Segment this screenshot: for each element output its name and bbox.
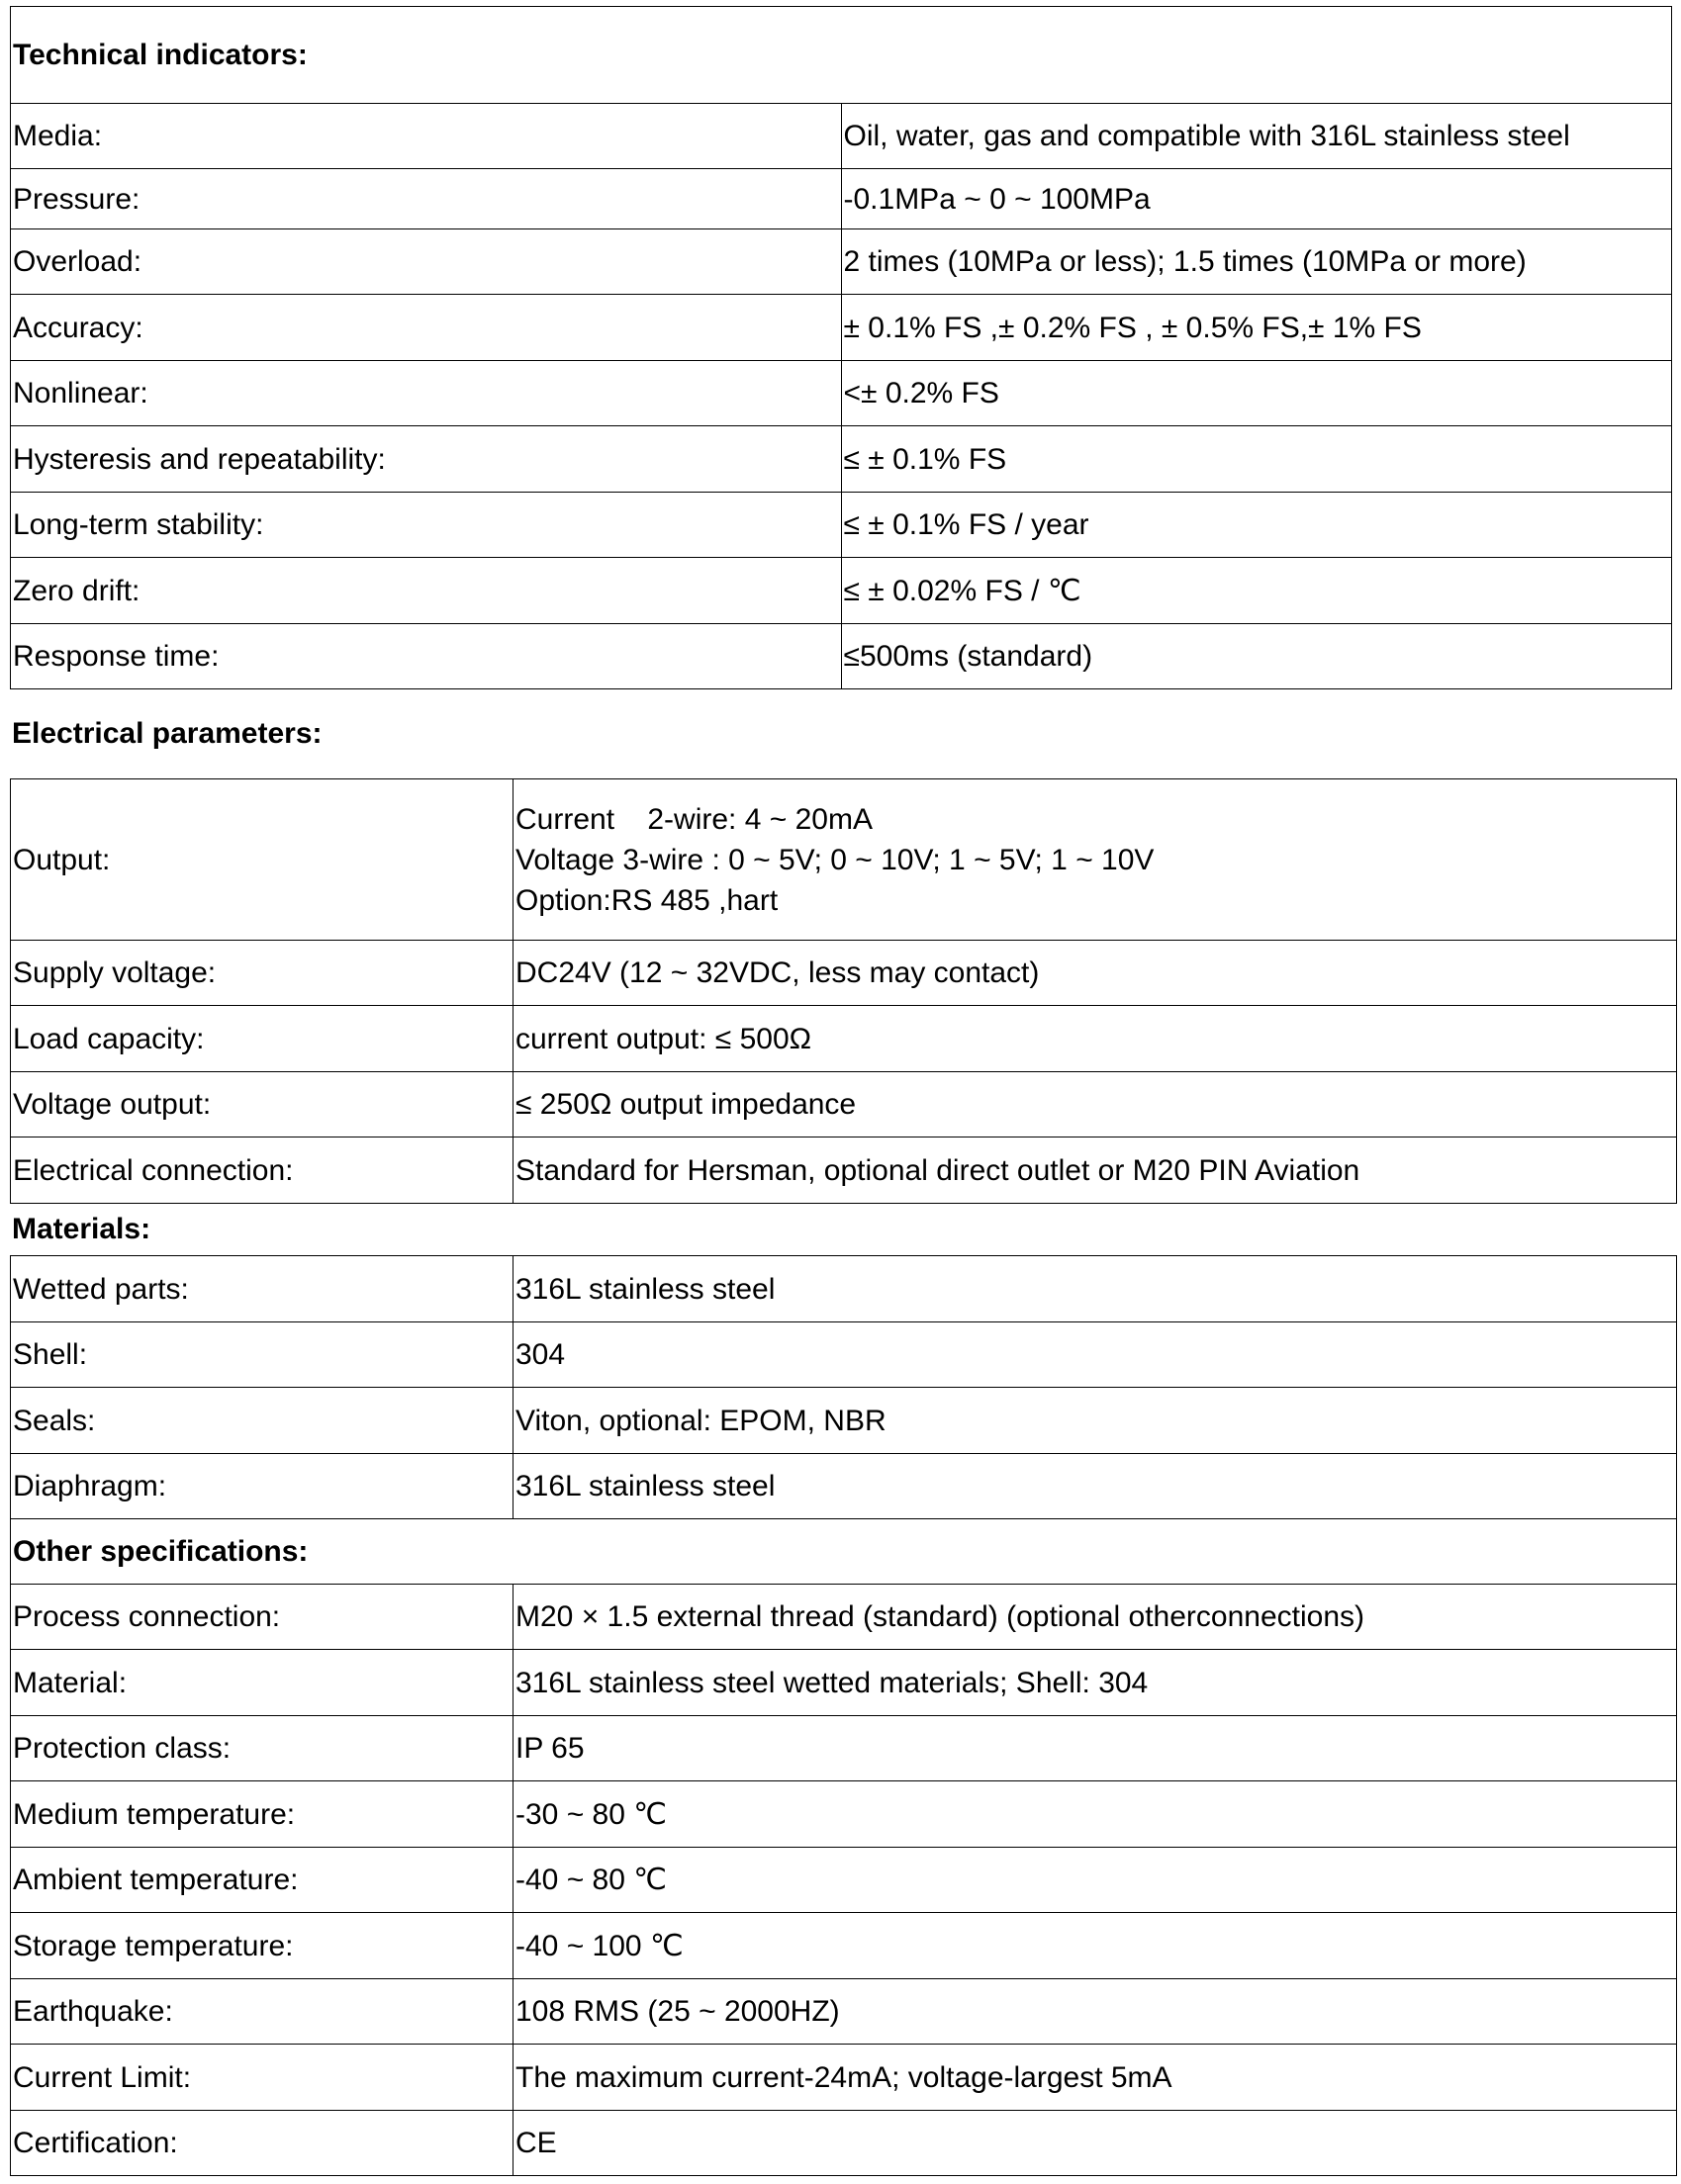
spec-label: Diaphragm: [11,1454,514,1519]
spec-label: Material: [11,1650,514,1716]
spec-label: Long-term stability: [11,493,842,558]
table-header-row [11,1519,1677,1585]
table-row [11,169,1672,229]
spec-sheet [10,6,1672,2176]
spec-label: Wetted parts: [11,1256,514,1322]
spec-value: ≤500ms (standard) [841,624,1672,689]
spec-label: Ambient temperature: [11,1848,514,1913]
table-row [11,779,1677,941]
table-row [11,1979,1677,2045]
spec-label: Electrical connection: [11,1138,514,1204]
table-row [11,229,1672,295]
table-row [11,1256,1677,1322]
table-row [11,1322,1677,1388]
table-row [11,295,1672,361]
spec-value: Oil, water, gas and compatible with 316L stainless steel [841,104,1672,169]
table-row [11,1388,1677,1454]
spec-value: 2 times (10MPa or less); 1.5 times (10MPa or more) [841,229,1672,295]
table-row [11,941,1677,1006]
table-row [11,104,1672,169]
table-row [11,1006,1677,1072]
output-line: Voltage 3-wire : 0 ~ 5V; 0 ~ 10V; 1 ~ 5V; 1 ~ 10V [515,843,1155,876]
table-row [11,1781,1677,1848]
table-header-row [11,7,1672,104]
spec-value: -30 ~ 80 ℃ [514,1781,1677,1848]
spec-value: -0.1MPa ~ 0 ~ 100MPa [841,169,1672,229]
spec-value: 108 RMS (25 ~ 2000HZ) [514,1979,1677,2045]
spec-value: 316L stainless steel [514,1256,1677,1322]
table-row [11,361,1672,426]
spec-value: IP 65 [514,1716,1677,1781]
materials-table [10,1255,1677,2176]
table-row [11,558,1672,624]
spec-label: Overload: [11,229,842,295]
spec-value: CE [514,2111,1677,2176]
table-row [11,1454,1677,1519]
spec-value: Viton, optional: EPOM, NBR [514,1388,1677,1454]
electrical-parameters-table [10,778,1677,1204]
spec-label: Pressure: [11,169,842,229]
spec-value: -40 ~ 100 ℃ [514,1913,1677,1979]
table-row [11,493,1672,558]
spec-value: ≤ ± 0.1% FS / year [841,493,1672,558]
table-row [11,1848,1677,1913]
table-row [11,624,1672,689]
spec-label: Output: [11,779,514,941]
spec-value: ≤ 250Ω output impedance [514,1072,1677,1138]
spec-label: Certification: [11,2111,514,2176]
spec-label: Accuracy: [11,295,842,361]
spec-label: Hysteresis and repeatability: [11,426,842,493]
spec-label: Response time: [11,624,842,689]
spec-label: Supply voltage: [11,941,514,1006]
spec-value: <± 0.2% FS [841,361,1672,426]
output-value [514,779,1677,941]
spec-label: Earthquake: [11,1979,514,2045]
table-row [11,1585,1677,1650]
spec-value: current output: ≤ 500Ω [514,1006,1677,1072]
spec-value: ≤ ± 0.02% FS / ℃ [841,558,1672,624]
spec-value: M20 × 1.5 external thread (standard) (optional otherconnections) [514,1585,1677,1650]
spec-label: Shell: [11,1322,514,1388]
spec-label: Seals: [11,1388,514,1454]
table-row [11,2111,1677,2176]
spec-label: Medium temperature: [11,1781,514,1848]
spec-value: 304 [514,1322,1677,1388]
spec-label: Load capacity: [11,1006,514,1072]
table-row [11,1650,1677,1716]
spec-label: Process connection: [11,1585,514,1650]
spec-value: 316L stainless steel wetted materials; Shell: 304 [514,1650,1677,1716]
table-row [11,1138,1677,1204]
spec-value: ± 0.1% FS ,± 0.2% FS , ± 0.5% FS,± 1% FS [841,295,1672,361]
technical-indicators-table [10,6,1672,689]
spec-label: Protection class: [11,1716,514,1781]
table-row [11,426,1672,493]
table-row [11,2045,1677,2111]
other-specifications-title: Other specifications: [11,1519,1677,1585]
spec-value: ≤ ± 0.1% FS [841,426,1672,493]
spec-label: Media: [11,104,842,169]
spec-label: Storage temperature: [11,1913,514,1979]
technical-indicators-title: Technical indicators: [11,7,1672,104]
output-line: Current 2-wire: 4 ~ 20mA [515,802,873,836]
table-row [11,1072,1677,1138]
spec-value: 316L stainless steel [514,1454,1677,1519]
output-line: Option:RS 485 ,hart [515,883,779,917]
electrical-parameters-title: Electrical parameters: [12,717,323,750]
table-row [11,1913,1677,1979]
spec-label: Voltage output: [11,1072,514,1138]
spec-value: The maximum current-24mA; voltage-largest 5mA [514,2045,1677,2111]
spec-label: Current Limit: [11,2045,514,2111]
spec-label: Nonlinear: [11,361,842,426]
spec-label: Zero drift: [11,558,842,624]
spec-value: Standard for Hersman, optional direct outlet or M20 PIN Aviation [514,1138,1677,1204]
table-row [11,1716,1677,1781]
spec-value: DC24V (12 ~ 32VDC, less may contact) [514,941,1677,1006]
materials-title: Materials: [12,1213,151,1245]
spec-value: -40 ~ 80 ℃ [514,1848,1677,1913]
